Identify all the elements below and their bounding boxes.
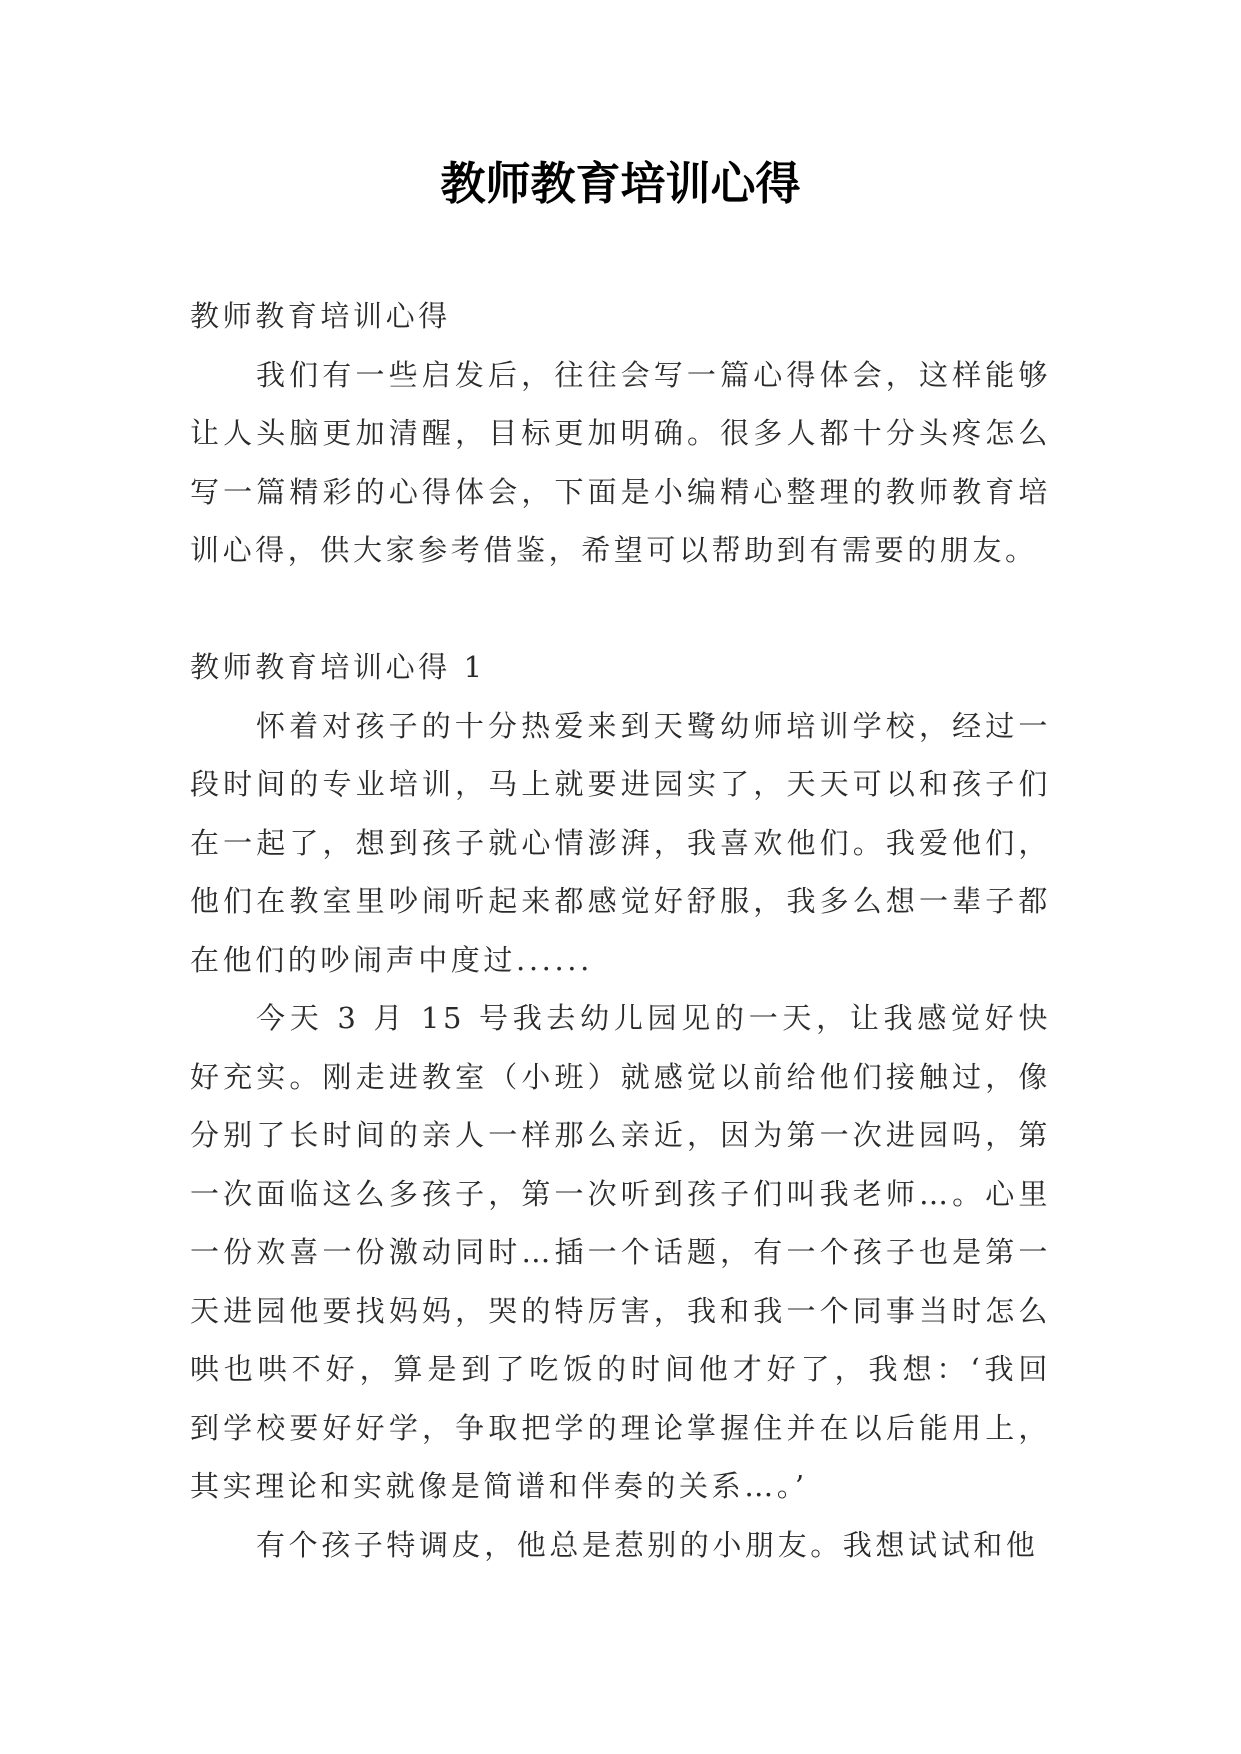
paragraph-line: 一次面临这么多孩子，第一次听到孩子们叫我老师…。心里 [190,1176,1051,1211]
paragraph-line: 在一起了，想到孩子就心情澎湃，我喜欢他们。我爱他们， [190,825,1051,860]
paragraph-line: 段时间的专业培训，马上就要进园实了，天天可以和孩子们 [190,767,1051,801]
paragraph [190,989,1051,1516]
section [190,638,1051,1574]
paragraph-line: 好充实。刚走进教室（小班）就感觉以前给他们接触过，像 [190,1059,1051,1094]
paragraph-line: 今天 3 月 15 号我去幼儿园见的一天，让我感觉好快 [256,1001,1051,1035]
paragraph-line: 哄也哄不好，算是到了吃饭的时间他才好了，我想：‘我回 [190,1352,1051,1386]
document-title: 教师教育培训心得 [440,157,801,210]
paragraph-line: 我们有一些启发后，往往会写一篇心得体会，这样能够 [256,357,1051,392]
paragraph-line: 写一篇精彩的心得体会，下面是小编精心整理的教师教育培 [190,474,1051,509]
paragraph-line: 怀着对孩子的十分热爱来到天鹭幼师培训学校，经过一 [256,708,1051,743]
paragraph [190,346,1051,580]
paragraph-line: 有个孩子特调皮，他总是惹别的小朋友。我想试试和他 [256,1527,1039,1562]
paragraph-line: 一份欢喜一份激动同时…插一个话题，有一个孩子也是第一 [190,1235,1051,1269]
paragraph [190,697,1051,990]
paragraph-line: 分别了长时间的亲人一样那么亲近，因为第一次进园吗，第 [190,1118,1051,1152]
paragraph-line: 他们在教室里吵闹听起来都感觉好舒服，我多么想一辈子都 [190,884,1051,918]
paragraph-line: 让人头脑更加清醒，目标更加明确。很多人都十分头疼怎么 [190,416,1051,450]
section-heading: 教师教育培训心得 [190,299,451,333]
paragraph-line: 其实理论和实就像是简谱和伴奏的关系…。’ [190,1469,808,1503]
paragraph-line: 到学校要好好学，争取把学的理论掌握住并在以后能用上， [190,1410,1051,1445]
section-heading: 教师教育培训心得 1 [190,650,486,684]
document-body [190,287,1051,1574]
paragraph-line: 训心得，供大家参考借鉴，希望可以帮助到有需要的朋友。 [190,533,1038,567]
paragraph-line: 在他们的吵闹声中度过...... [190,942,593,977]
section [190,287,1051,580]
paragraph-line: 天进园他要找妈妈，哭的特厉害，我和我一个同事当时怎么 [190,1293,1051,1328]
paragraph [190,1516,1051,1575]
